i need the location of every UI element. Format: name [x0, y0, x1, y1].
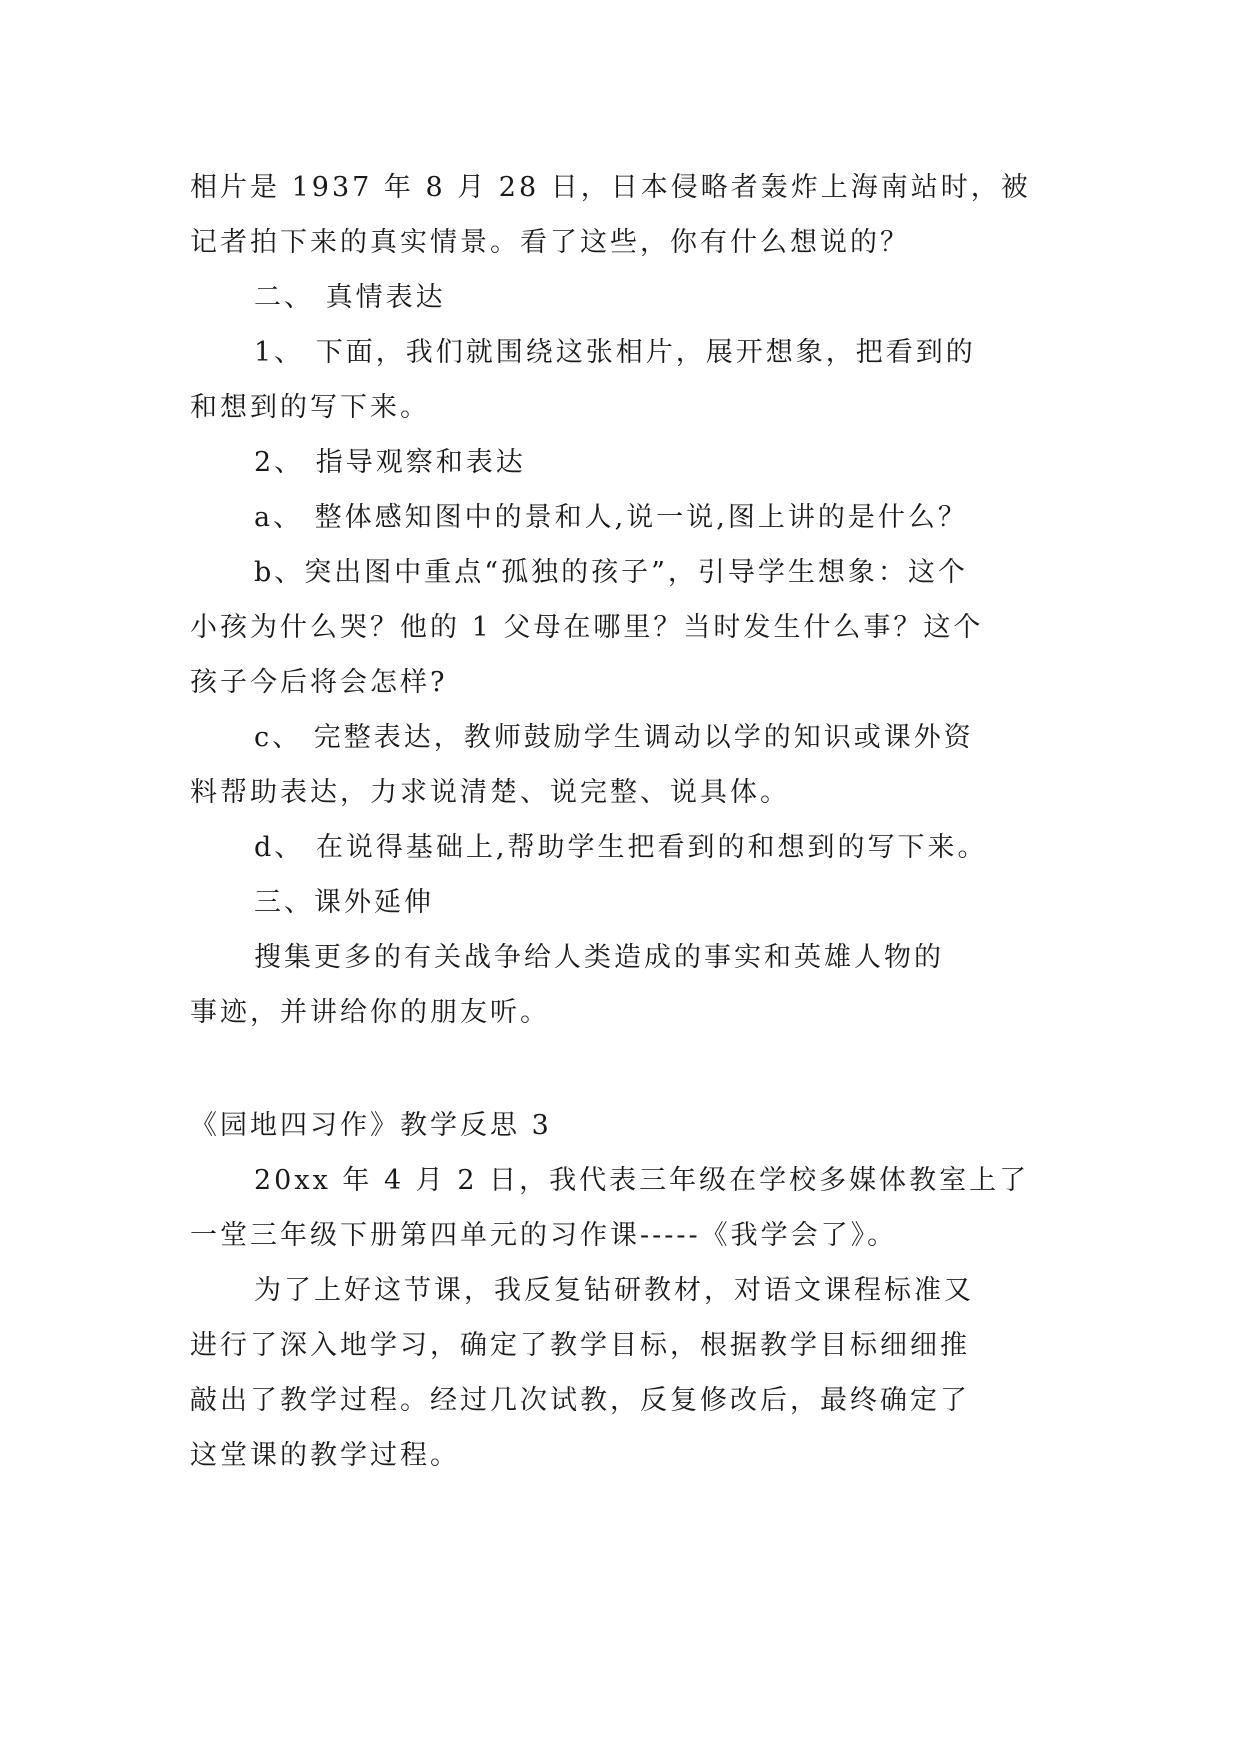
list-item-line: d、 在说得基础上,帮助学生把看到的和想到的写下来。 [254, 832, 988, 863]
paragraph-line: 敲出了教学过程。经过几次试教，反复修改后，最终确定了 [190, 1385, 970, 1416]
list-item-line: c、 完整表达，教师鼓励学生调动以学的知识或课外资 [254, 722, 974, 753]
heading-line: 三、课外延伸 [254, 887, 434, 918]
paragraph-line: 小孩为什么哭？他的 1 父母在哪里？当时发生什么事？这个 [190, 612, 984, 643]
paragraph-line: 1、 下面，我们就围绕这张相片，展开想象，把看到的 [254, 337, 976, 368]
section-title: 《园地四习作》教学反思 3 [190, 1110, 552, 1141]
paragraph-line: 一堂三年级下册第四单元的习作课-----《我学会了》。 [190, 1220, 898, 1251]
paragraph-line: 和想到的写下来。 [190, 392, 430, 423]
paragraph-line: 搜集更多的有关战争给人类造成的事实和英雄人物的 [254, 942, 944, 973]
list-item-line: b、突出图中重点“孤独的孩子”，引导学生想象：这个 [254, 557, 968, 588]
paragraph-line: 事迹，并讲给你的朋友听。 [190, 997, 550, 1028]
paragraph-line: 进行了深入地学习，确定了教学目标，根据教学目标细细推 [190, 1330, 970, 1361]
paragraph-line: 相片是 1937 年 8 月 28 日，日本侵略者轰炸上海南站时，被 [190, 172, 1031, 203]
heading-line: 二、 真情表达 [254, 282, 446, 313]
list-item-line: a、 整体感知图中的景和人,说一说,图上讲的是什么？ [254, 502, 968, 533]
paragraph-line: 料帮助表达，力求说清楚、说完整、说具体。 [190, 777, 790, 808]
paragraph-line: 20xx 年 4 月 2 日，我代表三年级在学校多媒体教室上了 [254, 1165, 1030, 1196]
paragraph-line: 这堂课的教学过程。 [190, 1440, 460, 1471]
paragraph-line: 孩子今后将会怎样? [190, 667, 448, 698]
paragraph-line: 记者拍下来的真实情景。看了这些，你有什么想说的？ [190, 227, 910, 258]
paragraph-line: 为了上好这节课，我反复钻研教材，对语文课程标准又 [254, 1275, 974, 1306]
list-item-line: 2、 指导观察和表达 [254, 447, 526, 478]
